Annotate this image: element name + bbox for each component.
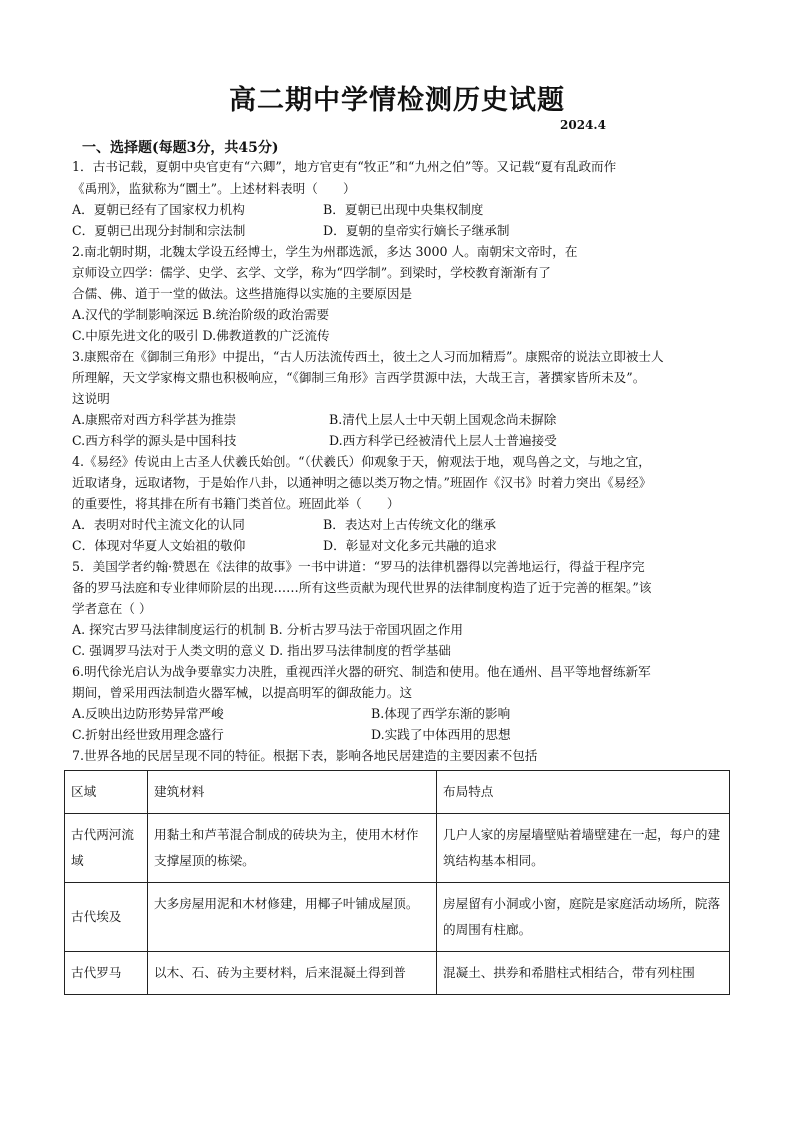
table-row — [65, 883, 730, 952]
question-line: 所理解，天文学家梅文鼎也积极响应，“《御制三角形》言西学贯源中法，大哉王言，著撰家皆所未及”。 — [72, 370, 646, 385]
answer-option: C.折射出经世致用理念盛行 — [72, 727, 224, 742]
question-line: 备的罗马法庭和专业律师阶层的出现……所有这些贡献为现代世界的法律制度构造了近于完善的框架。”该 — [72, 580, 652, 595]
question-line: 京师设立四学：儒学、史学、玄学、文学，称为“四学制”。到梁时，学校教育渐渐有了 — [72, 265, 551, 280]
answer-option: A. 探究古罗马法律制度运行的机制 B. 分析古罗马法于帝国巩固之作用 — [72, 622, 463, 637]
table-cell: 大多房屋用泥和木材修建，用椰子叶铺成屋顶。 — [148, 883, 437, 952]
answer-option: C.西方科学的源头是中国科技 — [72, 433, 237, 448]
answer-option: B.清代上层人士中天朝上国观念尚未摒除 — [329, 412, 557, 427]
exam-date: 2024.4 — [560, 118, 606, 132]
answer-option: B.体现了西学东渐的影响 — [371, 706, 511, 721]
answer-option: C. 强调罗马法对于人类文明的意义 D. 指出罗马法律制度的哲学基础 — [72, 643, 451, 658]
table-header-row — [65, 771, 730, 814]
question-line: 合儒、佛、道于一堂的做法。这些措施得以实施的主要原因是 — [72, 286, 413, 301]
answer-option: A．夏朝已经有了国家权力机构 — [72, 202, 245, 217]
table-cell: 房屋留有小洞或小窗，庭院是家庭活动场所，院落的周围有柱廊。 — [437, 883, 730, 952]
question-line: 4.《易经》传说由上古圣人伏羲氏始创。“（伏羲氏）仰观象于天，俯观法于地，观鸟兽之文，与地之宜， — [72, 454, 651, 469]
question-line: 《禹刑》，监狱称为“圜土”。上述材料表明（ ） — [72, 181, 356, 196]
table-cell: 用黏土和芦苇混合制成的砖块为主，使用木材作支撑屋顶的栋梁。 — [148, 814, 437, 883]
table-header: 建筑材料 — [148, 771, 437, 814]
table-header: 区域 — [65, 771, 148, 814]
housing-table — [64, 770, 730, 995]
table-header: 布局特点 — [437, 771, 730, 814]
table-cell: 古代罗马 — [65, 952, 148, 995]
answer-option: D.西方科学已经被清代上层人士普遍接受 — [329, 433, 557, 448]
table-cell: 古代埃及 — [65, 883, 148, 952]
answer-option: A.反映出边防形势异常严峻 — [72, 706, 224, 721]
answer-option: D.实践了中体西用的思想 — [371, 727, 511, 742]
question-line: 学者意在（ ） — [72, 601, 152, 616]
answer-option: D．彰显对文化多元共融的追求 — [323, 538, 497, 553]
table-cell: 几户人家的房屋墙壁贴着墙壁建在一起，每户的建筑结构基本相同。 — [437, 814, 730, 883]
answer-option: B．夏朝已出现中央集权制度 — [323, 202, 484, 217]
question-line: 7.世界各地的民居呈现不同的特征。根据下表，影响各地民居建造的主要因素不包括 — [72, 748, 538, 763]
question-line: 1．古书记载，夏朝中央官吏有“六卿”，地方官吏有“牧正”和“九州之伯”等。又记载“夏有乱政而作 — [72, 159, 617, 174]
answer-option: A.汉代的学制影响深远 B.统治阶级的政治需要 — [72, 307, 330, 322]
table-row — [65, 952, 730, 995]
answer-option: D．夏朝的皇帝实行嫡长子继承制 — [323, 223, 510, 238]
answer-option: A．表明对时代主流文化的认同 — [72, 517, 245, 532]
answer-option: C．体现对华夏人文始祖的敬仰 — [72, 538, 246, 553]
page-title: 高二期中学情检测历史试题 — [229, 85, 565, 116]
question-line: 2.南北朝时期，北魏太学设五经博士，学生为州郡选派，多达 3000 人。南朝宋文帝时，在 — [72, 244, 578, 259]
answer-option: B．表达对上古传统文化的继承 — [323, 517, 496, 532]
question-line: 的重要性，将其排在所有书籍门类首位。班固此举（ ） — [72, 496, 400, 511]
section-heading: 一、选择题(每题3分，共45分) — [82, 140, 279, 156]
table-row — [65, 814, 730, 883]
table-cell: 以木、石、砖为主要材料，后来混凝土得到普 — [148, 952, 437, 995]
table-cell: 古代两河流域 — [65, 814, 148, 883]
answer-option: C．夏朝已出现分封制和宗法制 — [72, 223, 246, 238]
answer-option: C.中原先进文化的吸引 D.佛教道教的广泛流传 — [72, 328, 330, 343]
answer-option: A.康熙帝对西方科学甚为推崇 — [72, 412, 237, 427]
question-line: 近取诸身，远取诸物，于是始作八卦，以通神明之德以类万物之情。”班固作《汉书》时着力突出《易经》 — [72, 475, 652, 490]
question-line: 这说明 — [72, 391, 110, 406]
question-line: 6.明代徐光启认为战争要靠实力决胜，重视西洋火器的研究、制造和使用。他在通州、昌平等地督练新军 — [72, 664, 651, 679]
table-cell: 混凝土、拱券和希腊柱式相结合，带有列柱围 — [437, 952, 730, 995]
question-line: 3.康熙帝在《御制三角形》中提出，“古人历法流传西土，彼土之人习而加精焉”。康熙帝的说法立即被士人 — [72, 349, 664, 364]
question-line: 期间，曾采用西法制造火器军械，以提高明军的御敌能力。这 — [72, 685, 413, 700]
question-line: 5．美国学者约翰·赞恩在《法律的故事》一书中讲道：“罗马的法律机器得以完善地运行，得益于程序完 — [72, 559, 645, 574]
